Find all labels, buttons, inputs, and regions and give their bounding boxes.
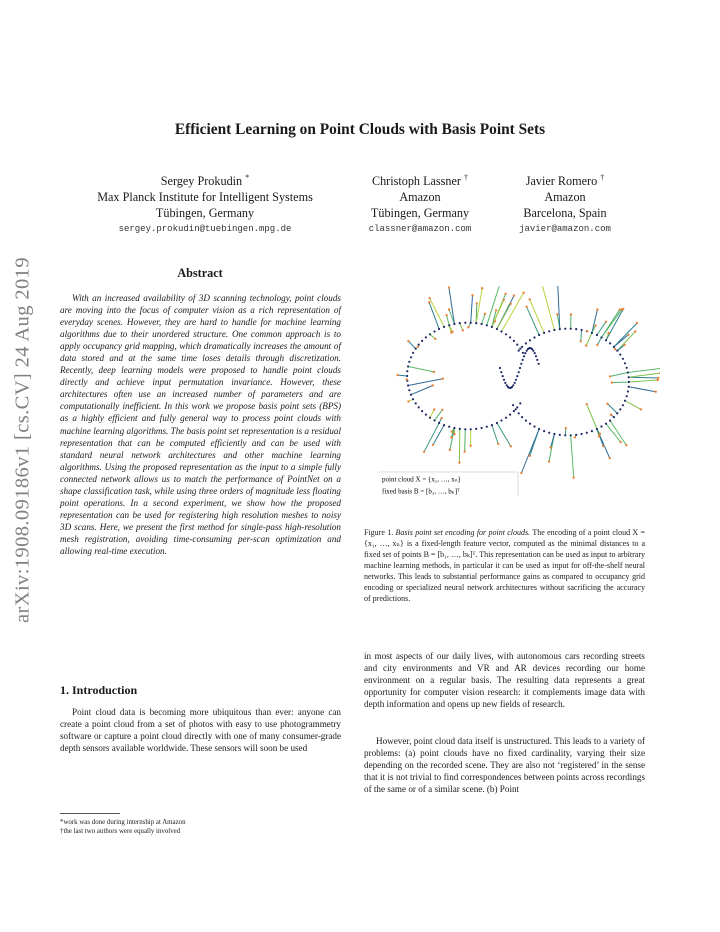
legend-basis-label: fixed basis B = [b₁, …, bₖ]ᵀ [382,487,460,496]
point-cloud-point [515,379,517,381]
point-cloud-point [538,334,540,336]
basis-distance-line [482,314,485,324]
basis-point [441,409,443,411]
basis-distance-line [408,367,434,372]
author-affiliation: Max Planck Institute for Intelligent Systems [97,190,313,205]
point-cloud-point [512,384,514,386]
point-cloud-point [581,329,583,331]
point-cloud-point [509,414,511,416]
point-cloud-point [486,324,488,326]
point-cloud-point [518,412,520,414]
basis-point [510,303,512,305]
basis-point [432,444,434,446]
author-affiliation: Amazon [544,190,586,205]
author-mark: † [464,173,469,182]
basis-point [449,449,451,451]
basis-point [619,441,621,443]
basis-point [471,294,473,296]
point-cloud-point [438,422,440,424]
point-cloud-point [516,344,518,346]
basis-point [610,414,612,416]
point-cloud-point [512,404,514,406]
point-cloud-point [519,348,521,350]
arxiv-identifier: arXiv:1908.09186v1 [cs.CV] 24 Aug 2019 [11,257,34,623]
author-block-2 [350,170,490,237]
point-cloud-point [613,346,615,348]
basis-point [586,403,588,405]
point-cloud-point [622,358,624,360]
point-cloud-point [513,340,515,342]
author-email[interactable]: classner@amazon.com [368,224,472,235]
basis-point [397,374,399,376]
basis-point [462,329,464,331]
basis-distance-line [592,310,598,333]
point-cloud-point [581,433,583,435]
point-cloud-point [559,328,561,330]
author-block-3 [500,170,630,237]
point-cloud-point [624,400,626,402]
point-cloud-point [619,354,621,356]
basis-point [520,472,522,474]
basis-distance-line [617,345,624,351]
point-cloud-point [421,340,423,342]
basis-distance-line [629,373,660,377]
basis-point [634,330,636,332]
basis-point [570,313,572,315]
basis-point [529,298,531,300]
basis-distance-line [447,315,450,325]
point-cloud-point [505,417,507,419]
point-cloud-point [564,328,566,330]
basis-point [522,292,524,294]
point-cloud-point [518,371,520,373]
point-cloud-point [459,322,461,324]
basis-point [453,433,455,435]
basis-point [476,302,478,304]
basis-point [618,309,620,311]
point-cloud-point [548,432,550,434]
basis-point [574,436,576,438]
basis-distance-line [586,333,592,346]
author-email[interactable]: javier@amazon.com [519,224,611,235]
point-cloud-point [520,363,522,365]
point-cloud-point [619,408,621,410]
basis-distance-line [497,423,511,446]
point-cloud-point [502,375,504,377]
point-cloud-point [532,350,534,352]
point-cloud-point [518,350,520,352]
point-cloud-point [410,394,412,396]
intro-paragraph-left: Point cloud data is becoming more ubiquitous than ever: anyone can create a point cloud from a set of photos with easy to use photogrammetry software or capture a point cloud directly with one of many consumer-grade depth sensors available worldwide. These sensors will soon be used [60,707,341,754]
point-cloud-point [406,375,408,377]
basis-distance-line [465,429,466,451]
basis-point [484,313,486,315]
bps-figure [378,286,660,496]
basis-distance-line [571,435,574,477]
point-cloud-point [429,417,431,419]
point-cloud-point [535,355,537,357]
point-cloud-point [408,389,410,391]
basis-point [529,455,531,457]
point-cloud-point [421,410,423,412]
basis-point [423,451,425,453]
basis-distance-line [597,429,603,446]
basis-point [429,297,431,299]
basis-distance-line [408,341,415,349]
point-cloud-point [605,339,607,341]
point-cloud-point [591,332,593,334]
point-cloud-point [538,363,540,365]
point-cloud-point [499,367,501,369]
point-cloud-point [605,423,607,425]
point-cloud-point [622,404,624,406]
basis-point [434,338,436,340]
author-affiliation: Amazon [399,190,441,205]
point-cloud-point [470,322,472,324]
point-cloud-point [500,419,502,421]
point-cloud-point [627,371,629,373]
basis-distance-line [629,387,656,392]
basis-point [599,433,601,435]
point-cloud-point [500,330,502,332]
point-cloud-point [453,323,455,325]
point-cloud-point [515,408,517,410]
point-cloud-point [513,410,515,412]
intro-paragraph-right-1: in most aspects of our daily lives, with autonomous cars recording streets and city environments and VR and AR devices recording our home environment on a regular basis. The resulting data represents a great opportunity for computer vision research: it complements image data with depth information and opens up new fields of research. [364,651,645,710]
point-cloud-point [519,402,521,404]
point-cloud-point [524,352,526,354]
basis-point [495,309,497,311]
basis-distance-line [433,425,444,445]
basis-distance-line [471,295,473,322]
point-cloud-point [418,406,420,408]
basis-point [614,348,616,350]
basis-point [503,299,505,301]
figure-caption [364,527,645,604]
basis-point [585,344,587,346]
basis-point [445,314,447,316]
point-cloud-point [475,322,477,324]
basis-distance-lines [398,286,660,478]
point-cloud-point [516,406,518,408]
point-cloud-point [575,434,577,436]
point-cloud-point [616,412,618,414]
point-cloud-point [470,428,472,430]
point-cloud-point [448,426,450,428]
point-cloud-point [438,328,440,330]
author-location: Tübingen, Germany [370,206,470,221]
basis-point [640,408,642,410]
basis-point [458,461,460,463]
basis-point [497,443,499,445]
point-cloud-point [407,384,409,386]
basis-distance-line [628,368,660,372]
author-email[interactable]: sergey.prokudin@tuebingen.mpg.de [118,224,292,235]
point-cloud-point [418,344,420,346]
point-cloud-point [628,381,630,383]
figure-legend [378,472,518,496]
point-cloud-point [596,428,598,430]
point-cloud-point [553,433,555,435]
point-cloud-point [600,425,602,427]
basis-distance-line [614,323,637,347]
point-cloud-point [505,333,507,335]
point-cloud-point [412,398,414,400]
point-cloud-point [425,414,427,416]
point-cloud-point [410,356,412,358]
author-mark: † [600,173,605,182]
point-cloud-point [464,428,466,430]
basis-point [636,322,638,324]
point-cloud-point [521,346,523,348]
basis-distance-line [597,338,601,345]
point-cloud-point [548,330,550,332]
intro-paragraph-right-2: However, point cloud data itself is unstructured. This leads to a variety of problems: (a) point clouds have no fixed cardinality, varying their size depending on the recorded scene. They are also not ‘registered’ in the sense that it is not trivial to find correspondences between points across recordings of the same or of a similar scene. (b) Point [364,736,645,795]
point-cloud-point [591,430,593,432]
point-cloud-point [628,386,630,388]
basis-point [596,308,598,310]
basis-point [467,326,469,328]
basis-point [606,403,608,405]
basis-point [417,346,419,348]
point-cloud-point [536,359,538,361]
caption-title: Basis point set encoding for point clouds. [395,528,531,537]
basis-point [565,427,567,429]
point-cloud-point [516,375,518,377]
basis-distance-line [610,373,628,377]
basis-point [513,294,515,296]
point-cloud-point [519,367,521,369]
point-cloud-point [522,359,524,361]
author-location: Tübingen, Germany [155,206,255,221]
basis-distance-line [539,286,555,330]
point-cloud-point [481,323,483,325]
point-cloud-point [564,434,566,436]
basis-point [586,330,588,332]
point-cloud-point [433,419,435,421]
basis-point [504,293,506,295]
caption-body: The encoding of a point cloud X = {x₁, …, xₙ} is a fixed-length feature vector, computed as the minimal distances to a fixed set of points B = [b₁, …, bₖ]ᵀ. This representation can be used as input to arbitrary machine learning methods, in particular it can be used as input for off-the-shelf neural networks. This leads to substantial performance gains as compared to occupancy grid encoding or specialized neural network architectures without sacrificing the accuracy of predictions. [364,528,646,603]
basis-point [611,381,613,383]
footnote-rule [60,813,120,814]
basis-point [433,371,435,373]
basis-point [655,391,657,393]
basis-point [481,287,483,289]
point-cloud-point [443,326,445,328]
point-cloud-point [529,423,531,425]
point-cloud-point [496,422,498,424]
basis-point [451,331,453,333]
basis-point [556,313,558,315]
basis-point [548,460,550,462]
basis-point [625,444,627,446]
point-cloud-point [523,355,525,357]
basis-point [525,306,527,308]
point-cloud-point [609,342,611,344]
point-cloud-point [453,427,455,429]
point-cloud-point [626,367,628,369]
point-cloud-point [533,336,535,338]
basis-point [594,324,596,326]
footnote-2: †the last two authors were equally involved [60,828,181,835]
basis-distance-line [527,307,540,335]
point-cloud-point [415,402,417,404]
basis-point [573,476,575,478]
point-cloud-point [433,330,435,332]
point-cloud-point [521,416,523,418]
basis-point [605,321,607,323]
legend-point-cloud-label: point cloud X = {x₁, …, xₙ} [382,475,461,484]
basis-distance-line [612,382,629,383]
point-cloud-point [624,362,626,364]
caption-label: Figure 1. [364,528,394,537]
point-cloud-point [600,336,602,338]
point-cloud-point [459,428,461,430]
point-cloud-point [448,324,450,326]
basis-point [622,308,624,310]
basis-point [432,384,434,386]
basis-distance-line [530,299,544,333]
basis-distance-line [629,380,658,382]
point-cloud-point [570,434,572,436]
basis-point [623,344,625,346]
point-cloud-point [559,434,561,436]
point-cloud-point [412,352,414,354]
point-cloud-point [613,416,615,418]
author-mark: * [245,173,250,182]
point-cloud-point [543,430,545,432]
basis-point [428,301,430,303]
basis-point [609,375,611,377]
point-cloud-point [408,361,410,363]
point-cloud-point [538,428,540,430]
basis-distance-line [530,429,539,456]
basis-point [433,408,435,410]
point-cloud-point [525,420,527,422]
point-cloud-point [415,348,417,350]
author-name: Christoph Lassner [371,174,461,189]
point-cloud-point [570,328,572,330]
basis-point [609,457,611,459]
basis-distance-line [629,377,659,378]
basis-point [607,332,609,334]
point-cloud-point [504,382,506,384]
basis-point [448,286,450,288]
basis-point [580,340,582,342]
basis-point [596,344,598,346]
point-cloud-point [514,382,516,384]
point-cloud-point [464,322,466,324]
basis-point [450,436,452,438]
basis-point [448,308,450,310]
point-cloud-point [586,432,588,434]
point-cloud-point [596,334,598,336]
point-cloud-point [575,328,577,330]
point-cloud-point [491,424,493,426]
basis-point [406,378,408,380]
abstract-text: With an increased availability of 3D scanning technology, point clouds are moving into the focus of computer vision as a rich representation of everyday scenes. However, they are hard to handle for machine learning algorithms due to their unordered structure. One common approach is to apply occupancy grid mapping, which dramatically increases the amount of data stored and at the same time loses details through discretization. Recently, deep learning models were proposed to handle point clouds directly and achieve input permutation invariance. However, these architectures often use an increased number of parameters and are computationally inefficient. In this work we propose basis point sets (BPS) as a highly efficient and fully general way to process point clouds with machine learning algorithms. The basis point set representation is a residual representation that can be computed efficiently and can be used with standard neural network architectures and other machine learning algorithms. Using the proposed representation as the input to a simple fully connected network allows us to match the performance of PointNet on a shape classification task, while using three orders of magnitude less floating point operations. In a second experiment, we show how the proposed representation can be used for registering high resolution meshes to noisy 3D scans. Here, we present the first method for single-pass high-resolution mesh registration, avoiding time-consuming per-scan optimization and allowing real-time execution. [60,293,341,556]
basis-distance-line [587,404,597,429]
author-location: Barcelona, Spain [523,206,607,221]
point-cloud-point [443,424,445,426]
point-cloud-point [628,376,630,378]
basis-distance-line [581,330,582,341]
basis-point [407,340,409,342]
author-name: Javier Romero [525,174,598,189]
basis-distance-line [610,421,626,446]
basis-point [510,445,512,447]
basis-distance-line [492,425,498,444]
footnote-1: *work was done during internship at Amazon [60,819,186,826]
basis-distance-line [398,375,407,376]
point-cloud-point [543,332,545,334]
basis-distance-line [606,309,623,340]
point-cloud-point [429,333,431,335]
section-heading-introduction: 1. Introduction [60,683,138,697]
basis-point [657,379,659,381]
basis-distance-line [608,404,618,414]
point-cloud-point [529,339,531,341]
point-cloud-point [491,326,493,328]
point-cloud-point [553,329,555,331]
point-cloud-point [407,365,409,367]
basis-point [659,372,660,374]
point-cloud-point [609,420,611,422]
point-cloud-point [534,352,536,354]
point-cloud-point [533,425,535,427]
author-name: Sergey Prokudin [160,174,243,189]
basis-point [598,435,600,437]
point-cloud-point [425,336,427,338]
point-cloud-point [525,342,527,344]
author-block-1 [80,170,330,237]
point-cloud-point [616,350,618,352]
basis-point [469,445,471,447]
point-cloud-point [522,352,524,354]
point-cloud-point [496,328,498,330]
point-cloud-point [481,427,483,429]
basis-distance-line [497,304,511,329]
point-cloud-point [406,370,408,372]
point-cloud-point [503,379,505,381]
basis-point [440,417,442,419]
paper-title: Efficient Learning on Point Clouds with Basis Point Sets [174,121,546,138]
basis-point [464,450,466,452]
point-cloud-point [486,426,488,428]
basis-distance-line [408,379,443,386]
basis-point [602,445,604,447]
point-cloud-point [626,395,628,397]
basis-point [627,334,629,336]
point-cloud-point [627,390,629,392]
basis-distance-line [449,288,454,324]
basis-point [549,446,551,448]
basis-point [451,430,453,432]
point-cloud-point [500,371,502,373]
basis-point [494,320,496,322]
basis-point [407,400,409,402]
point-cloud-point [475,428,477,430]
basis-point [442,378,444,380]
basis-distance-line [625,401,641,410]
basis-distance-line [411,386,433,395]
point-cloud-point [509,336,511,338]
abstract-heading: Abstract [177,266,223,280]
basis-distance-line [430,410,434,418]
